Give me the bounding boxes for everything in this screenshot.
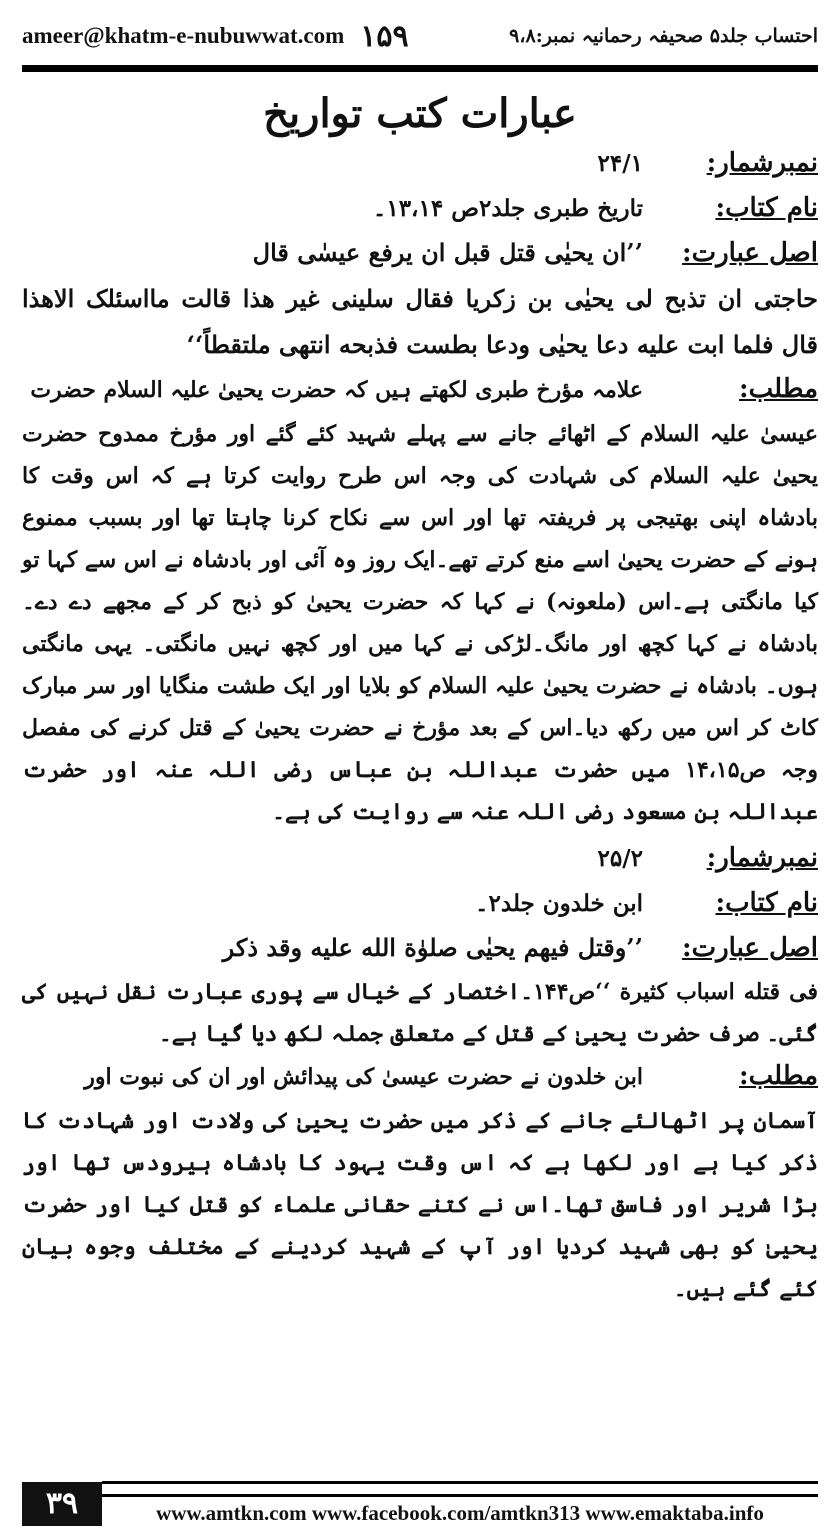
entry-2-text-rest: فی قتله اسباب کثیرة ‘‘ص۱۴۴۔اختصار کے خیال سے پوری عبارت نقل نہیں کی گئی۔ صرف حضرت یحییٰ کے قتل کے متعلق جملہ لکھ دیا گیا ہے۔ xyxy=(22,979,818,1047)
entry-2-text-row xyxy=(22,927,818,969)
page-content xyxy=(22,88,818,1470)
entry-1-meaning-row xyxy=(22,368,818,411)
entry-2-serial-row xyxy=(22,837,818,880)
header-left xyxy=(22,19,409,54)
entry-1-book-value: تاریخ طبری جلد۲ص ۱۳،۱۴۔ xyxy=(372,195,643,222)
entry-1-text-first: ’’ان یحیٰی قتل قبل ان یرفع عیسٰی قال xyxy=(252,238,643,267)
entry-2 xyxy=(22,837,818,1310)
page-header xyxy=(22,16,818,56)
footer-right xyxy=(102,1481,818,1526)
header-page-number: ۱۵۹ xyxy=(360,18,409,54)
entry-2-book-label: نام کتاب: xyxy=(715,888,818,918)
footer-urls: www.amtkn.com www.facebook.com/amtkn313 www.emaktaba.info xyxy=(156,1501,764,1525)
header-email: ameer@khatm-e-nubuwwat.com xyxy=(22,23,345,48)
entry-1-text-row xyxy=(22,232,818,274)
entry-2-book-row xyxy=(22,882,818,925)
entry-1-book-row xyxy=(22,187,818,230)
entry-1 xyxy=(22,142,818,833)
entry-2-text-label: اصل عبارت: xyxy=(682,933,818,963)
entry-1-text-label: اصل عبارت: xyxy=(682,238,818,268)
entry-1-meaning-rest: عیسیٰ علیہ السلام کے اٹھائے جانے سے پہلے شہید کئے گئے اور مؤرخ ممدوح حضرت یحییٰ علیہ السلام کی شہادت کی وجہ اس طرح روایت کرتا ہے کہ اس وقت کا بادشاہ اپنی بھتیجی پر فریفتہ تھا اور اس سے نکاح کرنا چاہتا تھا اور بسبب ممنوع ہونے کے حضرت یحییٰ اسے منع کرتے تھے۔ایک روز وہ آئی اور بادشاہ نے اس سے کہا تو کیا مانگتی ہے۔اس (ملعونہ) نے کہا کہ حضرت یحییٰ کو ذبح کر کے مجھے دے دے۔ بادشاہ نے کہا کچھ اور مانگ۔لڑکی نے کہا میں اور کچھ نہیں مانگتی۔ یہی مانگتی ہوں۔ بادشاہ نے حضرت یحییٰ علیہ السلام کو بلایا اور ایک طشت منگایا اور سر مبارک کاٹ کر اس میں رکھ دیا۔اس کے بعد مؤرخ نے حضرت یحییٰ کے قتل کرنے کی مفصل وجہ ص۱۴،۱۵ میں حضرت عبداللہ بن عباس رضی اللہ عنہ اور حضرت عبداللہ بن مسعود رضی اللہ عنہ سے روایت کی ہے۔ xyxy=(22,421,818,825)
entry-1-meaning-label: مطلب: xyxy=(739,374,818,404)
header-rule xyxy=(22,65,818,72)
entry-2-meaning-first: ابن خلدون نے حضرت عیسیٰ کی پیدائش اور ان کی نبوت اور xyxy=(84,1064,643,1090)
entry-1-text-rest: حاجتی ان تذبح لی یحیٰی بن زکریا فقال سلینی غیر هذا قالت مااسئلک الاهذا قال فلما ابت علیه دعا یحیٰی ودعا بطست فذبحه انتهی ملتقطاً‘‘ xyxy=(22,284,818,359)
entry-2-meaning-row xyxy=(22,1055,818,1098)
header-volume-info: احتساب جلد۵ صحیفہ رحمانیہ نمبر:۹،۸ xyxy=(509,25,818,47)
entry-1-serial-value: ۲۴/۱ xyxy=(597,150,643,177)
entry-2-book-value: ابن خلدون جلد۲۔ xyxy=(475,890,643,917)
entry-2-serial-label: نمبرشمار: xyxy=(706,843,818,873)
entry-2-text-first: ’’وقتل فیهم یحیٰی صلوٰة الله علیه وقد ذکر xyxy=(222,933,643,962)
entry-1-serial-label: نمبرشمار: xyxy=(706,148,818,178)
entry-1-book-label: نام کتاب: xyxy=(715,193,818,223)
entry-1-serial-row xyxy=(22,142,818,185)
footer-page-number: ۳۹ xyxy=(22,1482,102,1526)
entry-1-meaning-first: علامہ مؤرخ طبری لکھتے ہیں کہ حضرت یحییٰ علیہ السلام حضرت xyxy=(30,377,643,403)
page-footer xyxy=(22,1480,818,1526)
entry-2-serial-value: ۲۵/۲ xyxy=(597,845,643,872)
entry-2-meaning-label: مطلب: xyxy=(739,1061,818,1091)
page-title: عبارات کتب تواریخ xyxy=(263,90,577,137)
footer-rule xyxy=(102,1481,818,1497)
entry-2-meaning-rest: آسمان پر اٹھالئے جانے کے ذکر میں حضرت یحییٰ کی ولادت اور شہادت کا ذکر کیا ہے اور لکھا ہے کہ اس وقت یہود کا بادشاہ ہیرودس تھا اور بڑا شریر اور فاسق تھا۔اس نے کتنے حقانی علماء کو قتل کیا اور حضرت یحییٰ کو بھی شہید کردیا اور آپ کے شہید کردینے کے مختلف وجوہ بیان کئے گئے ہیں۔ xyxy=(22,1108,818,1302)
